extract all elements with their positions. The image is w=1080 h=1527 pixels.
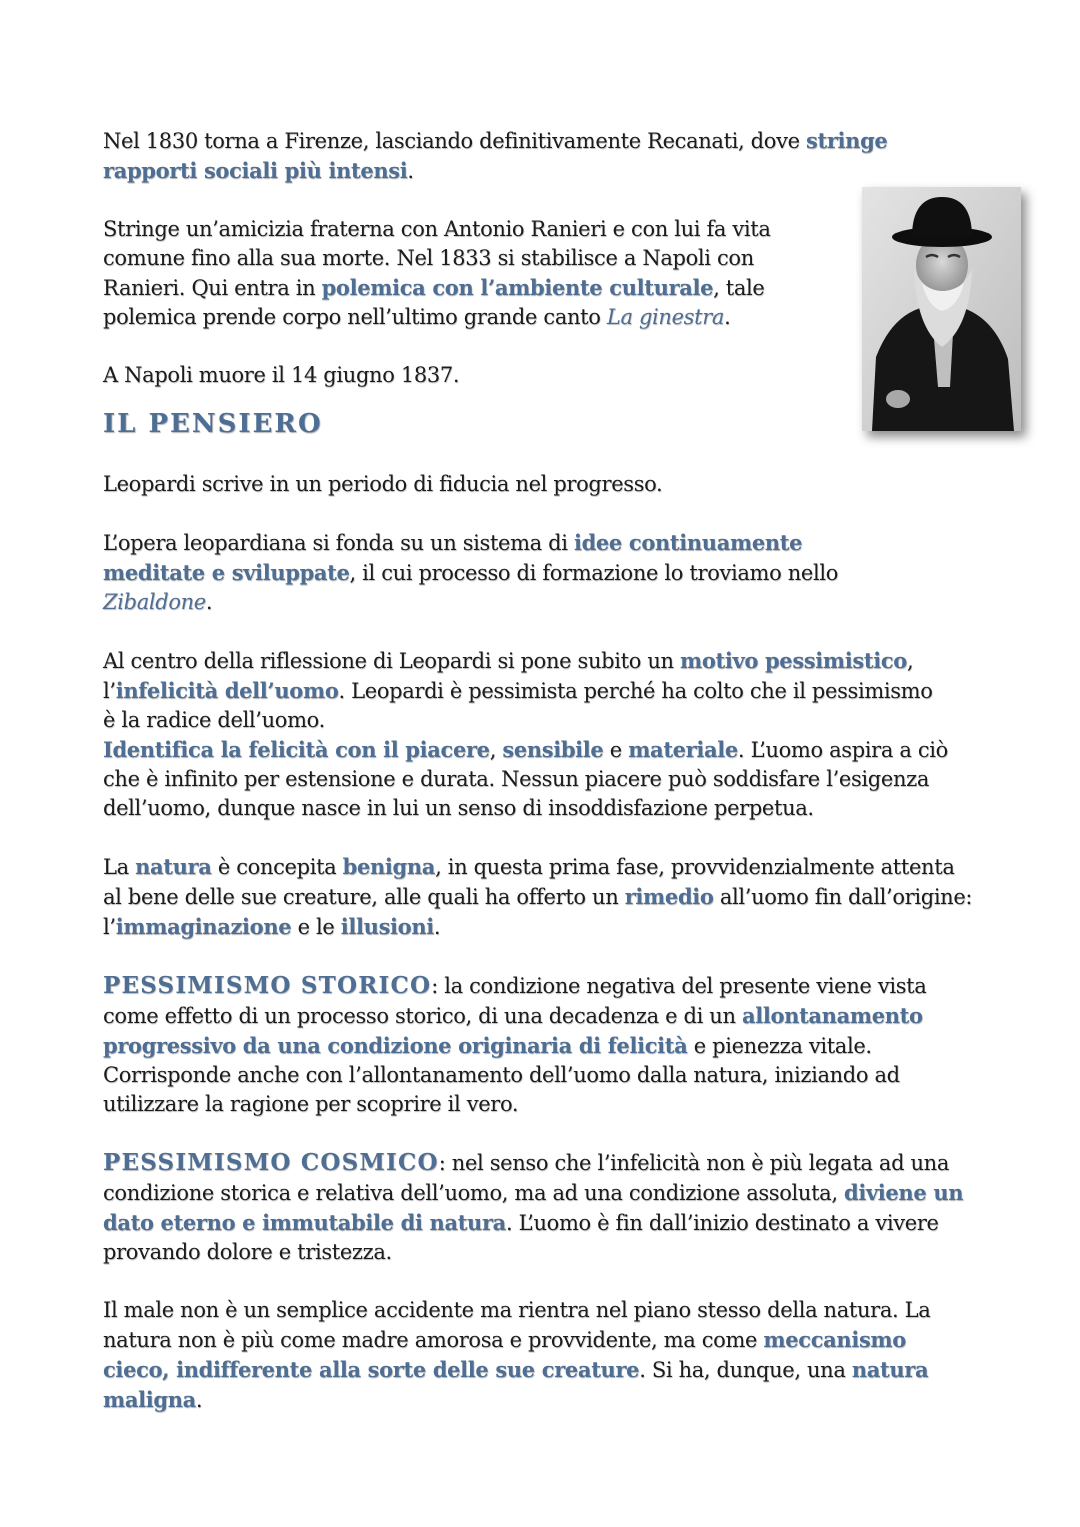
title-zibaldone: Zibaldone: [103, 590, 206, 614]
paragraph-natura-maligna: Il male non è un semplice accidente ma rientra nel piano stesso della natura. La natura non è più come madre amorosa e provvidente, ma come meccanismo cieco, indifferente alla sorte delle sue creature. Si ha, dunque, una natura maligna.: [103, 1298, 931, 1412]
term-pessimismo-cosmico: PESSIMISMO COSMICO: [103, 1149, 439, 1176]
paragraph-pessimismo-storico: PESSIMISMO STORICO: la condizione negativa del presente viene vista come effetto di un processo storico, di una decadenza e di un allontanamento progressivo da una condizione originaria di felicità e pienezza vitale. Corrisponde anche con l’allontanamento dell’uomo dalla natura, iniziando ad utilizzare la ragione per scoprire il vero.: [103, 972, 927, 1116]
highlight-sensibile: sensibile: [502, 737, 604, 762]
highlight-rimedio: rimedio: [624, 884, 714, 909]
paragraph-felicita: Identifica la felicità con il piacere, sensibile e materiale. L’uomo aspira a ciò che è infinito per estensione e durata. Nessun piacere può soddisfare l’esigenza dell’uomo, dunque nasce in lui un senso di insoddisfazione perpetua.: [103, 737, 948, 820]
section-heading-pensiero: IL PENSIERO: [103, 409, 323, 439]
highlight-natura: natura: [135, 854, 212, 879]
paragraph-ranieri: Stringe un’amicizia fraterna con Antonio Ranieri e con lui fa vita comune fino alla sua morte. Nel 1833 si stabilisce a Napoli con Ranieri. Qui entra in polemica con l’ambiente culturale, tale polemica prende corpo nell’ultimo grande canto La ginestra.: [103, 217, 771, 329]
highlight-rapporti-sociali: stringe rapporti sociali più intensi: [103, 128, 888, 183]
highlight-allontanamento: allontanamento progressivo da una condizione originaria di felicità: [103, 1003, 923, 1058]
paragraph-opera: L’opera leopardiana si fonda su un sistema di idee continuamente meditate e sviluppate, il cui processo di formazione lo troviamo nello Zibaldone.: [103, 530, 838, 614]
highlight-natura-maligna: natura maligna: [103, 1357, 929, 1412]
document-body: [103, 126, 978, 1415]
highlight-motivo-pessimistico: motivo pessimistico: [680, 648, 907, 673]
term-pessimismo-storico: PESSIMISMO STORICO: [103, 972, 432, 999]
highlight-meccanismo-cieco: meccanismo cieco, indifferente alla sorte delle sue creature: [103, 1327, 906, 1382]
highlight-felicita-piacere: Identifica la felicità con il piacere: [103, 737, 490, 762]
paragraph-progresso: Leopardi scrive in un periodo di fiducia nel progresso.: [103, 472, 663, 496]
paragraph-natura-benigna: La natura è concepita benigna, in questa prima fase, provvidenzialmente attenta al bene delle sue creature, alle quali ha offerto un rimedio all’uomo fin dall’origine: l’immaginazione e le illusioni.: [103, 854, 973, 939]
paragraph-pessimismo-cosmico: PESSIMISMO COSMICO: nel senso che l’infelicità non è più legata ad una condizione storica e relativa dell’uomo, ma ad una condizione assoluta, diviene un dato eterno e immutabile di natura. L’uomo è fin dall’inizio destinato a vivere provando dolore e tristezza.: [103, 1149, 964, 1264]
paragraph-morte: A Napoli muore il 14 giugno 1837.: [103, 363, 460, 387]
title-la-ginestra: La ginestra: [606, 305, 725, 329]
paragraph-pessimismo: Al centro della riflessione di Leopardi si pone subito un motivo pessimistico, l’infelicità dell’uomo. Leopardi è pessimista perché ha colto che il pessimismo è la radice dell’uomo.: [103, 648, 933, 732]
highlight-illusioni: illusioni: [340, 914, 434, 939]
paragraph-firenze: Nel 1830 torna a Firenze, lasciando definitivamente Recanati, dove stringe rapporti sociali più intensi.: [103, 128, 888, 183]
highlight-polemica: polemica con l’ambiente culturale: [321, 275, 714, 300]
highlight-infelicita: infelicità dell’uomo: [115, 678, 339, 703]
highlight-immaginazione: immaginazione: [115, 914, 292, 939]
highlight-benigna: benigna: [342, 854, 436, 879]
highlight-dato-eterno: diviene un dato eterno e immutabile di natura: [103, 1180, 964, 1235]
highlight-idee: idee continuamente meditate e sviluppate: [103, 530, 803, 585]
highlight-materiale: materiale: [628, 737, 738, 762]
